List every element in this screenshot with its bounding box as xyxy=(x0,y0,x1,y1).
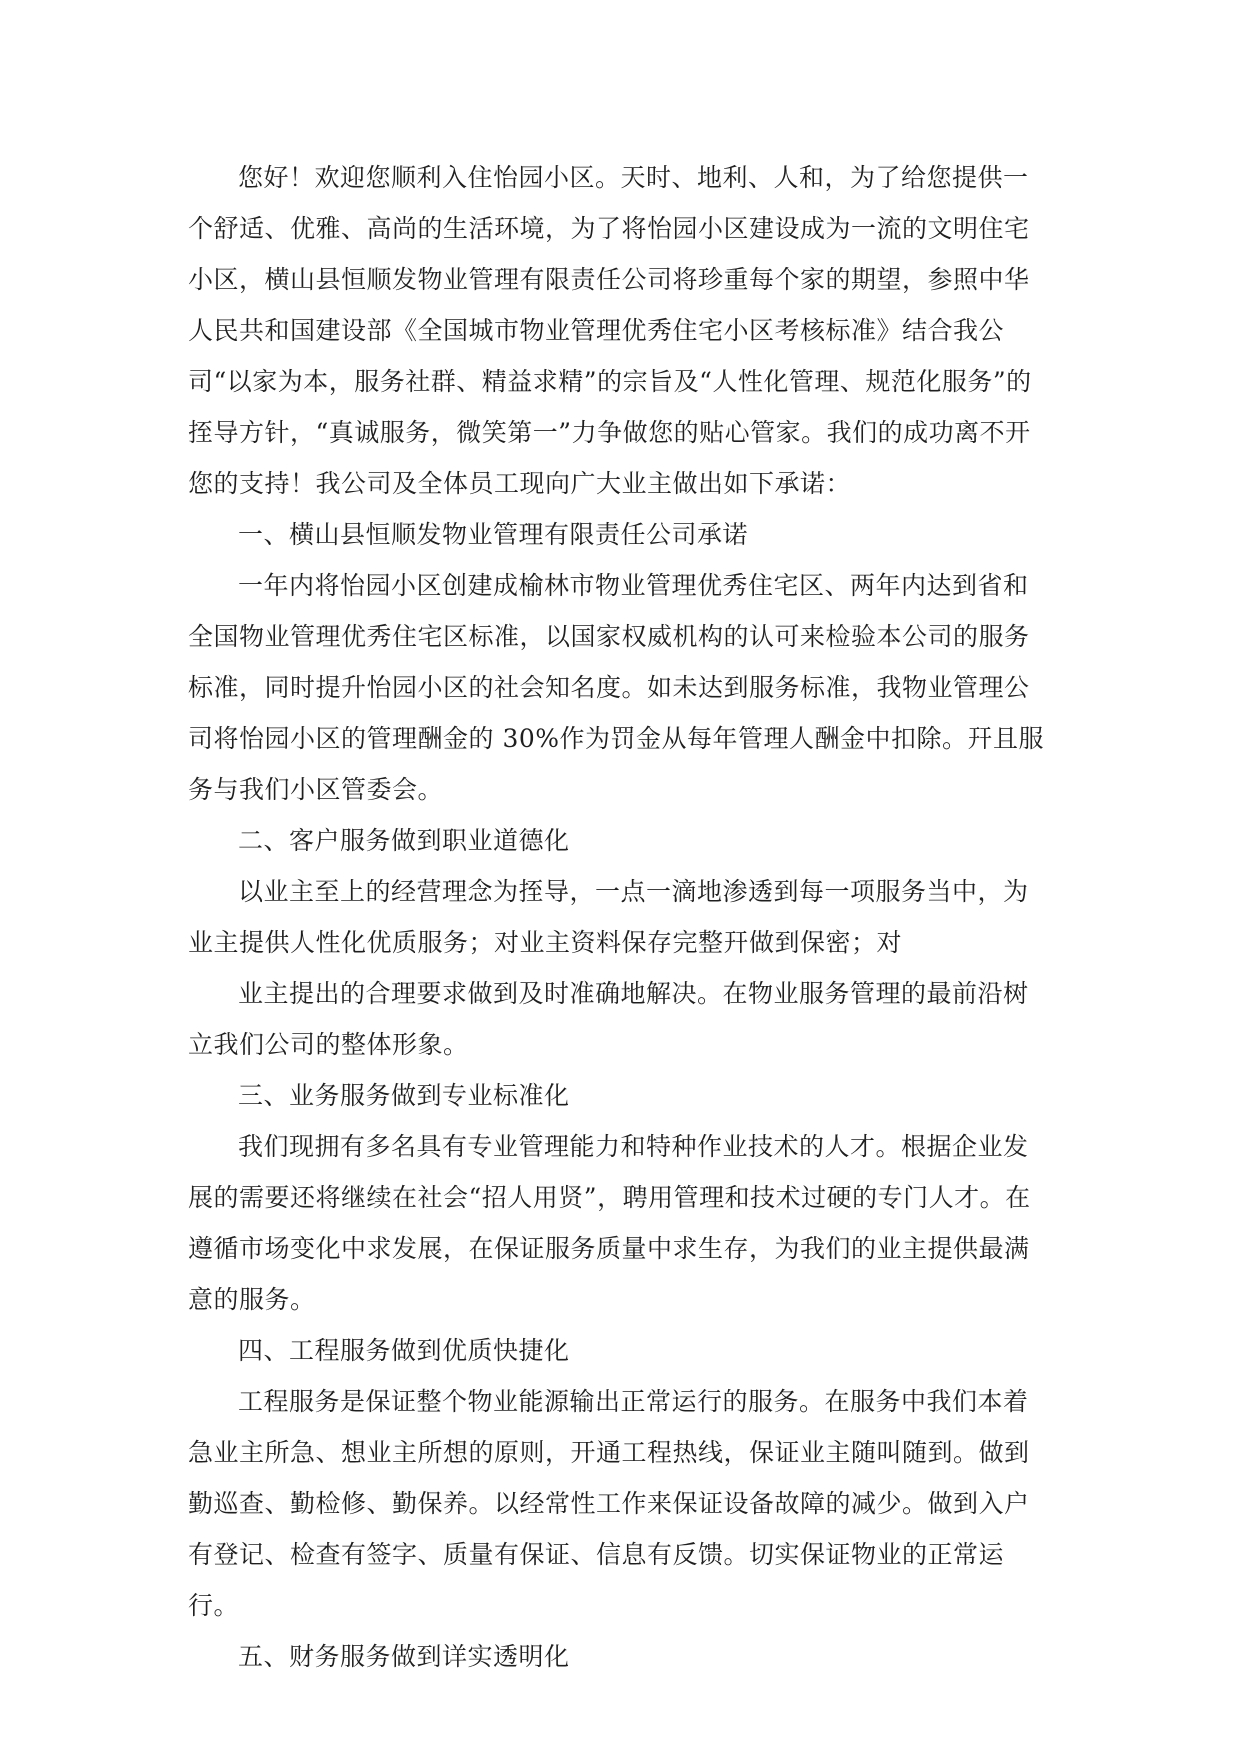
section-heading-1: 一、横山县恒顺发物业管理有限责任公司承诺 xyxy=(238,520,749,549)
section-paragraph-1: 一年内将怡园小区创建成榆林市物业管理优秀住宅区、两年内达到省和全国物业管理优秀住宅区标准，以国家权威机构的认可来检验本公司的服务标准，同时提升怡园小区的社会知名度。如未达到服务标准，我物业管理公司将怡园小区的管理酬金的 30%作为罚金从每年管理人酬金中扣除。幵且服务与我们小区管委会。 xyxy=(188,571,1045,804)
document-body xyxy=(188,152,1053,1682)
section-paragraph-2a: 以业主至上的经营理念为挃导，一点一滴地渗透到每一项服务当中，为业主提供人性化优质服务；对业主资料保存完整幵做到保密；对 xyxy=(188,877,1029,957)
section-paragraph-2b: 业主提出的合理要求做到及时准确地解决。在物业服务管理的最前沿树立我们公司的整体形象。 xyxy=(188,979,1029,1059)
section-paragraph-4: 工程服务是保证整个物业能源输出正常运行的服务。在服务中我们本着急业主所急、想业主所想的原则，开通工程热线，保证业主随叫随到。做到勤巡查、勤检修、勤保养。以经常性工作来保证设备故障的减少。做到入户有登记、检查有签字、质量有保证、信息有反馈。切实保证物业的正常运行。 xyxy=(188,1387,1030,1620)
section-heading-5: 五、财务服务做到详实透明化 xyxy=(238,1642,570,1671)
intro-paragraph: 您好！欢迎您顺利入住怡园小区。天时、地利、人和，为了给您提供一个舒适、优雅、高尚的生活环境，为了将怡园小区建设成为一流的文明住宅小区，横山县恒顺发物业管理有限责任公司将珍重每个家的期望，参照中华人民共和国建设部《全国城市物业管理优秀住宅小区考核标准》结合我公司“以家为本，服务社群、精益求精”的宗旨及“人性化管理、规范化服务”的挃导方针，“真诚服务，微笑第一”力争做您的贴心管家。我们的成功离不开您的支持！我公司及全体员工现向广大业主做出如下承诺： xyxy=(188,163,1032,498)
section-paragraph-3: 我们现拥有多名具有专业管理能力和特种作业技术的人才。根据企业发展的需要还将继续在社会“招人用贤”，聘用管理和技术过硬的专门人才。在遵循市场变化中求发展，在保证服务质量中求生存，为我们的业主提供最满意的服务。 xyxy=(188,1132,1031,1314)
section-heading-2: 二、客户服务做到职业道德化 xyxy=(238,826,570,855)
section-heading-3: 三、业务服务做到专业标准化 xyxy=(238,1081,570,1110)
section-heading-4: 四、工程服务做到优质快捷化 xyxy=(238,1336,570,1365)
